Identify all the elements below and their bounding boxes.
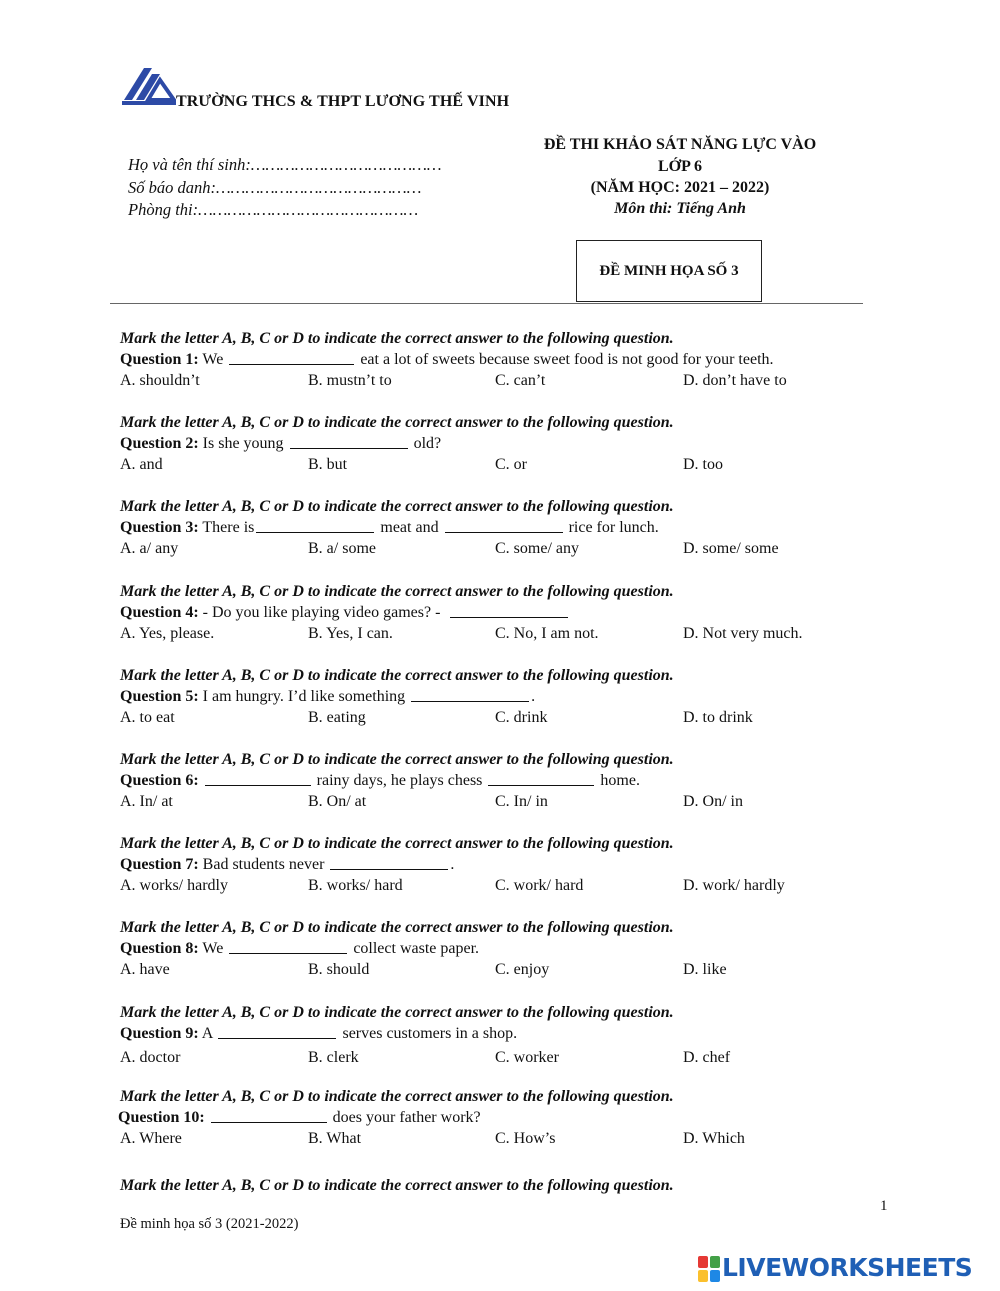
school-logo-icon [122,66,176,106]
answer-options [120,370,880,391]
option-c[interactable]: C. can’t [495,372,546,389]
option-d[interactable]: D. Not very much. [683,624,803,642]
question-instruction: Mark the letter A, B, C or D to indicate the correct answer to the following question. [120,1177,674,1194]
question-text: A [201,1024,213,1042]
option-c[interactable]: C. or [495,456,527,474]
header-divider [110,303,863,304]
question-text: old? [413,435,442,453]
question-text: There is [202,519,255,537]
question-label: Question 7: [120,856,199,874]
question-label: Question 8: [120,940,199,958]
answer-options [120,623,880,644]
question-text: eat a lot of sweets because sweet food is not good for your teeth. [360,351,774,368]
exam-version-label: ĐỀ MINH HỌA SỐ 3 [599,262,739,279]
question-label: Question 2: [120,435,199,453]
option-c[interactable]: C. worker [495,1048,559,1066]
answer-blank[interactable] [445,519,563,533]
option-a[interactable]: A. Yes, please. [120,624,215,642]
option-d[interactable]: D. Which [683,1129,745,1147]
answer-blank[interactable] [256,519,374,533]
question-instruction: Mark the letter A, B, C or D to indicate the correct answer to the following question. [120,919,674,937]
student-name-field: Họ và tên thí sinh:………………………………… [128,155,442,174]
answer-options [120,791,880,812]
option-b[interactable]: B. a/ some [308,540,376,558]
question-block [120,665,880,749]
answer-blank[interactable] [205,772,311,786]
option-c[interactable]: C. enjoy [495,961,550,979]
answer-blank[interactable] [488,772,594,786]
option-d[interactable]: D. to drink [683,708,753,726]
answer-options [120,454,880,475]
question-label: Question 10: [118,1108,205,1126]
question-text: rice for lunch. [568,519,659,537]
answer-blank[interactable] [411,688,529,702]
question-block [120,412,880,496]
footer-text: Đề minh họa số 3 (2021-2022) [120,1216,299,1232]
question-line [120,686,880,707]
question-text: does your father work? [332,1108,481,1126]
question-block [120,1086,880,1170]
question-instruction: Mark the letter A, B, C or D to indicate the correct answer to the following question. [120,582,674,600]
question-line [120,433,880,454]
option-a[interactable]: A. In/ at [120,792,173,810]
exam-subject: Môn thi: Tiếng Anh [614,200,746,217]
question-line [120,854,880,875]
question-block [120,328,880,412]
option-a[interactable]: A. doctor [120,1048,181,1066]
answer-options [120,875,880,896]
question-instruction: Mark the letter A, B, C or D to indicate the correct answer to the following question. [120,750,674,768]
option-a[interactable]: A. a/ any [120,540,179,558]
exam-title: ĐỀ THI KHẢO SÁT NĂNG LỰC VÀO [543,136,817,153]
question-block [120,749,880,833]
question-block [120,833,880,917]
option-b[interactable]: B. What [308,1129,362,1147]
question-text: rainy days, he plays chess [316,771,483,789]
option-b[interactable]: B. should [308,961,370,979]
option-d[interactable]: D. chef [683,1048,731,1066]
answer-blank[interactable] [211,1109,327,1123]
exam-year: (NĂM HỌC: 2021 – 2022) [590,179,770,196]
option-c[interactable]: C. work/ hard [495,877,584,895]
answer-options [120,959,880,980]
question-text: Bad students never [202,856,325,874]
question-instruction: Mark the letter A, B, C or D to indicate the correct answer to the following question. [120,666,674,684]
answer-blank[interactable] [450,604,568,618]
page-number: 1 [880,1198,888,1214]
answer-blank[interactable] [229,351,354,365]
option-b[interactable]: B. Yes, I can. [308,624,393,642]
question-label: Question 3: [120,519,199,537]
school-name: TRƯỜNG THCS & THPT LƯƠNG THẾ VINH [176,93,510,110]
option-d[interactable]: D. On/ in [683,792,743,810]
option-d[interactable]: D. don’t have to [683,372,787,389]
option-d[interactable]: D. some/ some [683,540,779,558]
exam-grade: LỚP 6 [657,158,702,175]
question-line [120,517,880,538]
option-b[interactable]: B. mustn’t to [308,372,392,389]
answer-blank[interactable] [330,856,448,870]
question-text: I am hungry. I’d like something [202,687,406,705]
option-a[interactable]: A. shouldn’t [120,372,200,389]
option-a[interactable]: A. and [120,456,163,474]
option-a[interactable]: A. to eat [120,708,175,726]
question-instruction: Mark the letter A, B, C or D to indicate the correct answer to the following question. [120,1003,674,1021]
question-text: We [202,940,224,958]
question-instruction: Mark the letter A, B, C or D to indicate the correct answer to the following question. [120,835,674,853]
question-text: home. [600,771,640,789]
option-c[interactable]: C. In/ in [495,792,548,810]
question-label: Question 9: [120,1024,199,1042]
question-text: collect waste paper. [353,940,480,958]
liveworksheets-logo-icon [698,1256,720,1282]
question-instruction: Mark the letter A, B, C or D to indicate the correct answer to the following question. [120,1087,674,1105]
answer-blank[interactable] [229,940,347,954]
question-text: We [202,351,224,368]
option-c[interactable]: C. some/ any [495,540,579,558]
option-b[interactable]: B. clerk [308,1048,359,1066]
option-c[interactable]: C. No, I am not. [495,624,599,642]
question-line [120,770,880,791]
option-d[interactable]: D. like [683,961,727,979]
question-list [120,328,880,1170]
question-instruction: Mark the letter A, B, C or D to indicate the correct answer to the following question. [120,330,674,347]
exam-room-field: Phòng thi:……………………………………… [128,200,419,219]
option-d[interactable]: D. work/ hardly [683,877,785,895]
question-text: . [531,687,536,705]
question-instruction: Mark the letter A, B, C or D to indicate the correct answer to the following question. [120,498,674,516]
question-text: - Do you like playing video games? - [202,603,441,621]
option-a[interactable]: A. Where [120,1129,182,1147]
question-label: Question 6: [120,771,199,789]
option-b[interactable]: B. eating [308,708,366,726]
question-text: serves customers in a shop. [342,1024,518,1042]
option-d[interactable]: D. too [683,456,723,474]
question-label: Question 4: [120,603,199,621]
question-block [120,581,880,665]
option-b[interactable]: B. works/ hard [308,877,403,895]
option-b[interactable]: B. On/ at [308,792,367,810]
answer-options [120,1128,880,1149]
answer-options [120,538,880,559]
question-block [120,496,880,580]
option-a[interactable]: A. have [120,961,170,979]
answer-options [120,707,880,728]
option-c[interactable]: C. How’s [495,1129,556,1147]
option-a[interactable]: A. works/ hardly [120,877,228,895]
question-line [120,938,880,959]
question-block [120,1002,880,1086]
student-id-field: Số báo danh:…………………………………… [128,178,422,197]
question-label: Question 1: [120,351,199,368]
option-b[interactable]: B. but [308,456,348,474]
question-line [118,1107,880,1128]
option-c[interactable]: C. drink [495,708,548,726]
question-instruction: Mark the letter A, B, C or D to indicate the correct answer to the following question. [120,414,674,432]
question-line [120,1023,880,1044]
liveworksheets-watermark: LIVEWORKSHEETS [722,1253,973,1282]
question-text: Is she young [202,435,284,453]
exam-version-box [576,240,762,302]
answer-options [120,1047,880,1068]
question-text: . [450,856,455,874]
question-text: meat and [380,519,439,537]
question-line [120,602,880,623]
question-line [120,349,880,370]
question-block [120,917,880,1001]
answer-blank[interactable] [218,1025,336,1039]
question-label: Question 5: [120,687,199,705]
answer-blank[interactable] [290,435,408,449]
